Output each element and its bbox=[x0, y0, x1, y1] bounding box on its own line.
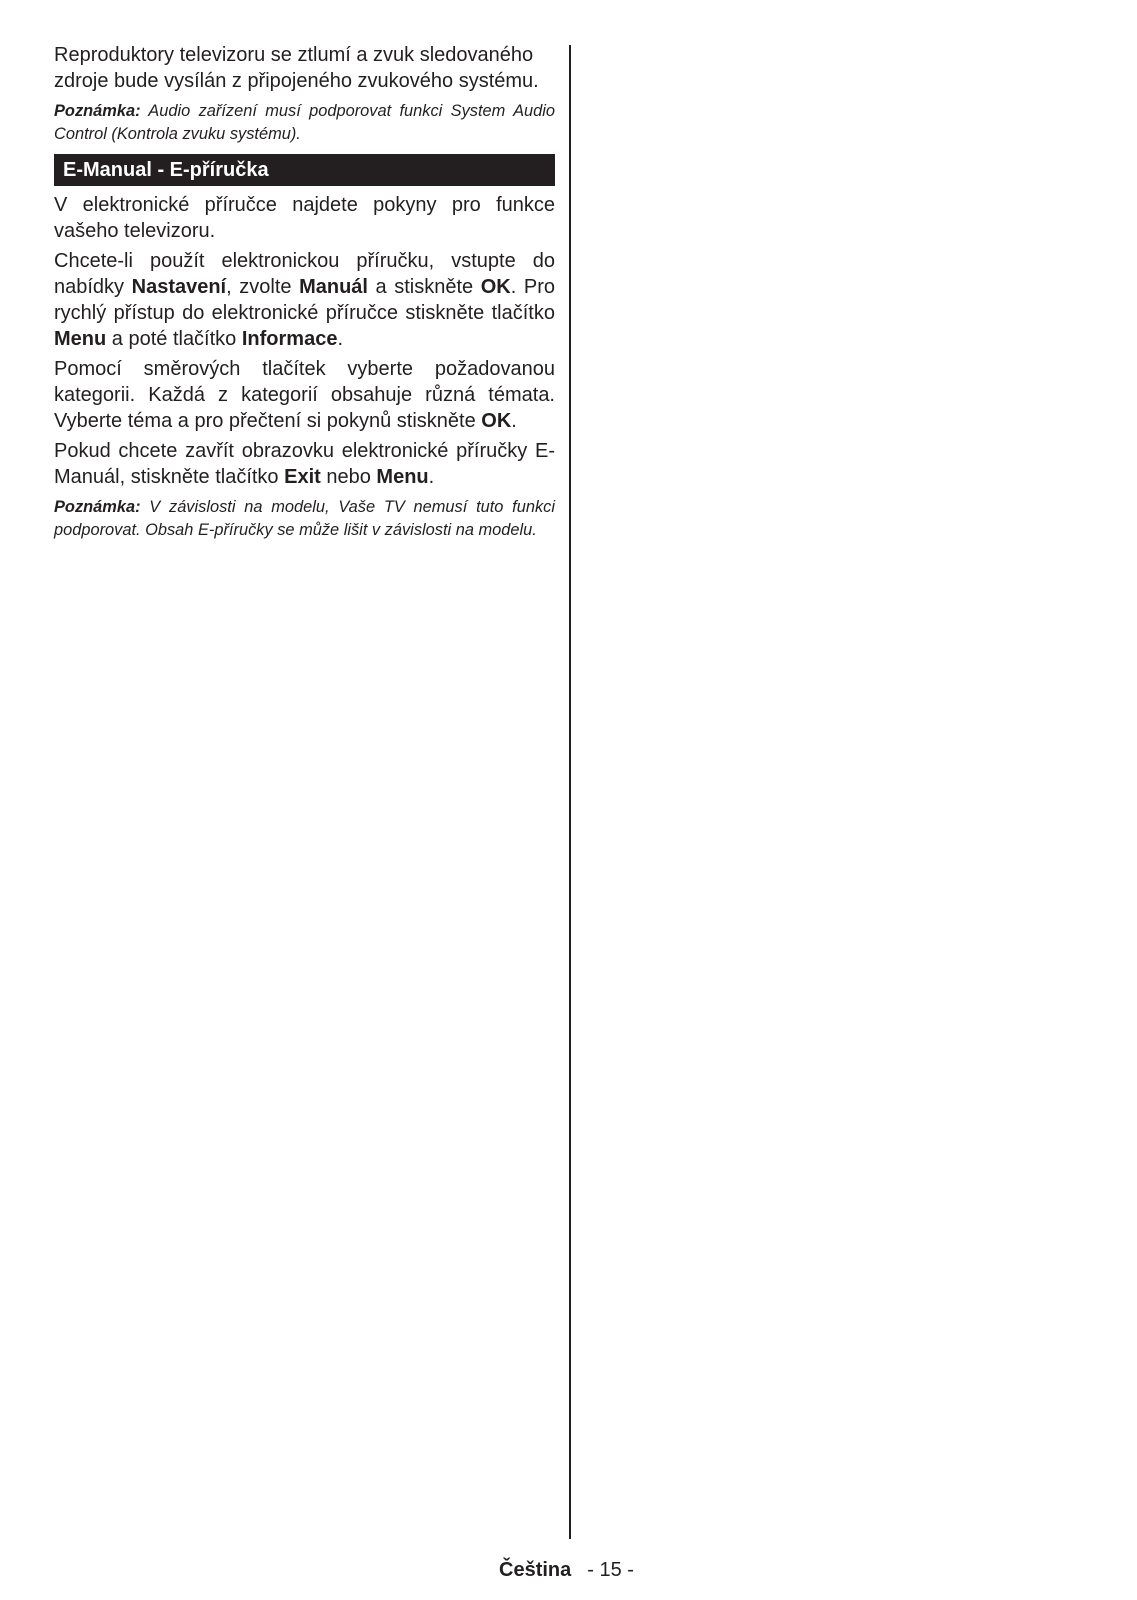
note-text: V závislosti na modelu, Vaše TV nemusí tuto funkci podporovat. Obsah E-příručky se může lišit v závislosti na modelu. bbox=[54, 498, 555, 539]
left-column bbox=[54, 42, 555, 548]
term-ok: OK bbox=[480, 276, 511, 298]
text-run: a stiskněte bbox=[367, 276, 481, 298]
term-menu: Menu bbox=[376, 466, 429, 488]
page-number: - 15 - bbox=[587, 1559, 634, 1581]
term-manual: Manuál bbox=[299, 276, 368, 298]
emanual-intro-paragraph bbox=[54, 192, 555, 244]
text-run: . bbox=[511, 410, 517, 432]
term-exit: Exit bbox=[284, 466, 321, 488]
text-run: Pokud chcete zavřít obrazovku elektronické příručky E-Manuál, stiskněte tlačítko bbox=[54, 440, 555, 488]
term-ok: OK bbox=[481, 410, 512, 432]
term-menu: Menu bbox=[54, 328, 107, 350]
audio-note bbox=[54, 100, 555, 146]
emanual-intro-text: V elektronické příručce najdete pokyny pro funkce vašeho televizoru. bbox=[54, 194, 555, 242]
text-run: . bbox=[428, 466, 435, 488]
text-run: , zvolte bbox=[226, 276, 300, 298]
footer-language: Čeština bbox=[499, 1559, 572, 1581]
intro-text: Reproduktory televizoru se ztlumí a zvuk sledovaného zdroje bude vysílán z připojeného zvukového systému. bbox=[54, 44, 539, 92]
text-run: Chcete-li použít elektronickou příručku, vstupte do nabídky bbox=[54, 250, 555, 298]
text-run: . bbox=[337, 328, 344, 350]
intro-paragraph bbox=[54, 42, 555, 94]
note-label: Poznámka: bbox=[54, 102, 141, 120]
text-run: nebo bbox=[320, 466, 377, 488]
emanual-navigation-paragraph bbox=[54, 356, 555, 434]
text-run: . Pro rychlý přístup do elektronické příručce stiskněte tlačítko bbox=[54, 276, 555, 324]
page-footer bbox=[499, 1558, 634, 1582]
term-settings: Nastavení bbox=[131, 276, 227, 298]
emanual-exit-paragraph bbox=[54, 438, 555, 490]
text-run: Pomocí směrových tlačítek vyberte požadovanou kategorii. Každá z kategorií obsahuje různá témata. Vyberte téma a pro přečtení si pokynů stiskněte bbox=[54, 358, 555, 432]
text-run: a poté tlačítko bbox=[106, 328, 242, 350]
column-divider bbox=[569, 45, 571, 1539]
note-label: Poznámka: bbox=[54, 498, 141, 516]
model-note bbox=[54, 496, 555, 542]
section-heading-emanual: E-Manual - E-příručka bbox=[54, 154, 555, 186]
emanual-access-paragraph bbox=[54, 248, 555, 352]
term-info: Informace bbox=[241, 328, 338, 350]
note-text: Audio zařízení musí podporovat funkci System Audio Control (Kontrola zvuku systému). bbox=[54, 102, 555, 143]
